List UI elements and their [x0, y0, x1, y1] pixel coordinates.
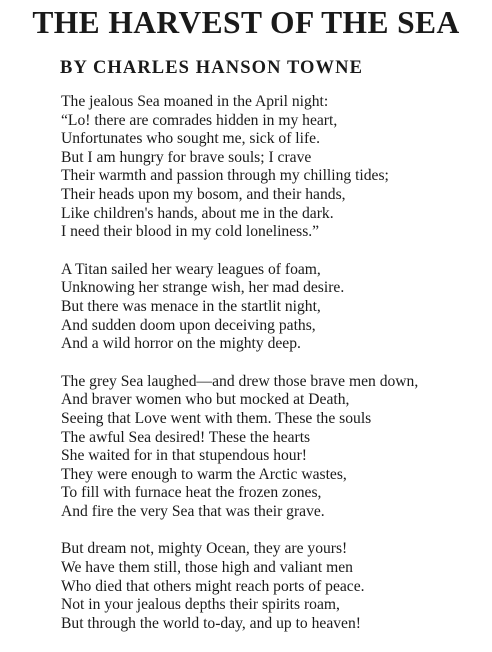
poem-line: Unfortunates who sought me, sick of life. [61, 130, 320, 148]
poem-line: The awful Sea desired! These the hearts [61, 428, 311, 446]
poem-line: Seeing that Love went with them. These the souls [61, 409, 372, 427]
poem-line: But I am hungry for brave souls; I crave [61, 148, 312, 166]
poem-line: The jealous Sea moaned in the April night: [61, 93, 329, 110]
poem-line: But through the world to-day, and up to heaven! [61, 614, 361, 632]
stanza-1 [61, 93, 489, 242]
poem-line: And a wild horror on the mighty deep. [61, 335, 301, 353]
poem-line: She waited for in that stupendous hour! [61, 447, 307, 465]
poem-line: And sudden doom upon deceiving paths, [61, 316, 316, 334]
poem-line: The grey Sea laughed—and drew those brave men down, [61, 372, 419, 390]
poem-line: Unknowing her strange wish, her mad desire. [61, 279, 345, 297]
poem-line: Their warmth and passion through my chilling tides; [61, 167, 389, 185]
poem-line: Like children's hands, about me in the dark. [61, 204, 334, 222]
poem-line: But dream not, mighty Ocean, they are yours! [61, 540, 348, 558]
poem-line: Their heads upon my bosom, and their hands, [61, 185, 346, 203]
stanza-3 [61, 373, 489, 522]
poem-line: But there was menace in the startlit night, [61, 297, 321, 315]
poem-line: We have them still, those high and valiant men [61, 559, 353, 577]
stanza-4 [61, 540, 489, 633]
poem-byline: BY CHARLES HANSON TOWNE [60, 58, 364, 78]
poem-line: A Titan sailed her weary leagues of foam, [61, 260, 321, 278]
poem-line: Not in your jealous depths their spirits roam, [61, 596, 340, 614]
poem-line: And braver women who but mocked at Death, [61, 391, 350, 409]
poem-line: I need their blood in my cold loneliness.” [61, 223, 320, 241]
poem-line: And fire the very Sea that was their grave. [61, 502, 325, 520]
poem-line: They were enough to warm the Arctic wastes, [61, 465, 347, 483]
poem-line: To fill with furnace heat the frozen zones, [61, 484, 322, 502]
poem-line: Who died that others might reach ports of peace. [61, 577, 365, 595]
poem-line: “Lo! there are comrades hidden in my heart, [61, 111, 338, 129]
poem-title: THE HARVEST OF THE SEA [32, 5, 460, 40]
stanza-2 [61, 261, 489, 354]
poem-body [61, 93, 489, 652]
